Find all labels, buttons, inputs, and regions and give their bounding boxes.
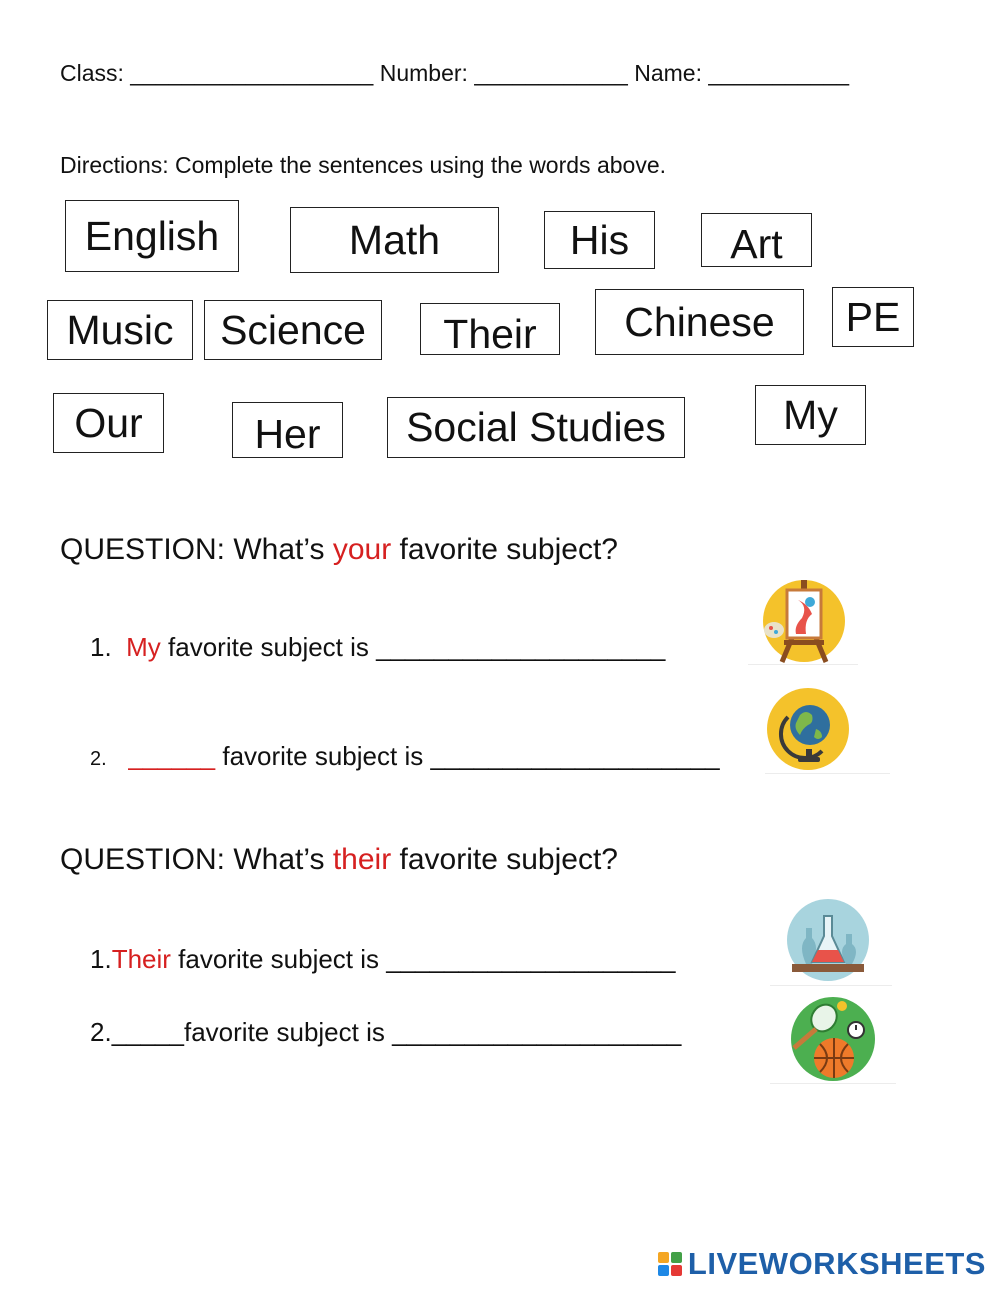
image-divider xyxy=(765,773,890,774)
question-1-suffix: favorite subject? xyxy=(391,533,618,566)
image-divider xyxy=(770,985,892,986)
answer-blank[interactable]: ____________________ xyxy=(430,741,720,771)
image-divider xyxy=(748,664,858,665)
sports-ball-icon xyxy=(790,996,876,1082)
logo-mark-icon xyxy=(658,1252,682,1276)
directions-text: Directions: Complete the sentences using the words above. xyxy=(60,152,666,178)
class-label: Class: xyxy=(60,60,124,86)
logo-text: LIVEWORKSHEETS xyxy=(687,1246,986,1281)
item-text: favorite subject is xyxy=(184,1017,393,1047)
answer-blank[interactable]: ____________________ xyxy=(376,632,666,662)
word-their[interactable]: Their xyxy=(420,303,560,355)
question-2-prefix: QUESTION: What’s xyxy=(60,843,333,876)
item-number: 1. xyxy=(90,944,112,974)
word-science[interactable]: Science xyxy=(204,300,382,360)
art-easel-icon xyxy=(760,578,848,664)
item-text: favorite subject is xyxy=(160,632,377,662)
item-pronoun: Their xyxy=(111,944,171,974)
word-music[interactable]: Music xyxy=(47,300,193,360)
image-divider xyxy=(770,1083,896,1084)
question-2-highlight: their xyxy=(332,843,392,876)
name-field[interactable]: ___________ xyxy=(708,60,850,86)
number-field[interactable]: ____________ xyxy=(474,60,628,86)
question-1-heading xyxy=(60,533,618,567)
question-2-item-1 xyxy=(90,944,675,975)
question-2-item-2 xyxy=(90,1017,681,1048)
question-1-item-2 xyxy=(90,741,720,772)
word-our[interactable]: Our xyxy=(53,393,164,453)
answer-blank[interactable]: ____________________ xyxy=(392,1017,682,1047)
item-pronoun: My xyxy=(126,632,161,662)
pronoun-blank[interactable]: ______ xyxy=(128,741,216,771)
question-2-suffix: favorite subject? xyxy=(391,843,618,876)
item-number: 2. xyxy=(90,1017,112,1047)
question-1-prefix: QUESTION: What’s xyxy=(60,533,333,566)
answer-blank[interactable]: ____________________ xyxy=(386,944,676,974)
word-her[interactable]: Her xyxy=(232,402,343,458)
item-number: 2. xyxy=(90,748,107,770)
question-1-item-1 xyxy=(90,632,665,663)
question-2-heading xyxy=(60,843,618,877)
number-label: Number: xyxy=(379,60,468,86)
item-number: 1. xyxy=(90,632,112,662)
student-info-line xyxy=(60,60,849,87)
word-chinese[interactable]: Chinese xyxy=(595,289,804,355)
class-field[interactable]: ___________________ xyxy=(130,60,374,86)
word-english[interactable]: English xyxy=(65,200,239,272)
item-text: favorite subject is xyxy=(215,741,431,771)
word-his[interactable]: His xyxy=(544,211,655,269)
liveworksheets-logo xyxy=(658,1246,986,1282)
science-flask-icon xyxy=(786,898,870,982)
name-label: Name: xyxy=(634,60,702,86)
word-math[interactable]: Math xyxy=(290,207,499,273)
word-social-studies[interactable]: Social Studies xyxy=(387,397,685,458)
question-1-highlight: your xyxy=(332,533,392,566)
word-pe[interactable]: PE xyxy=(832,287,914,347)
pronoun-blank[interactable]: _____ xyxy=(111,1017,184,1047)
globe-icon xyxy=(766,687,850,771)
item-text: favorite subject is xyxy=(170,944,387,974)
word-my[interactable]: My xyxy=(755,385,866,445)
word-art[interactable]: Art xyxy=(701,213,812,267)
